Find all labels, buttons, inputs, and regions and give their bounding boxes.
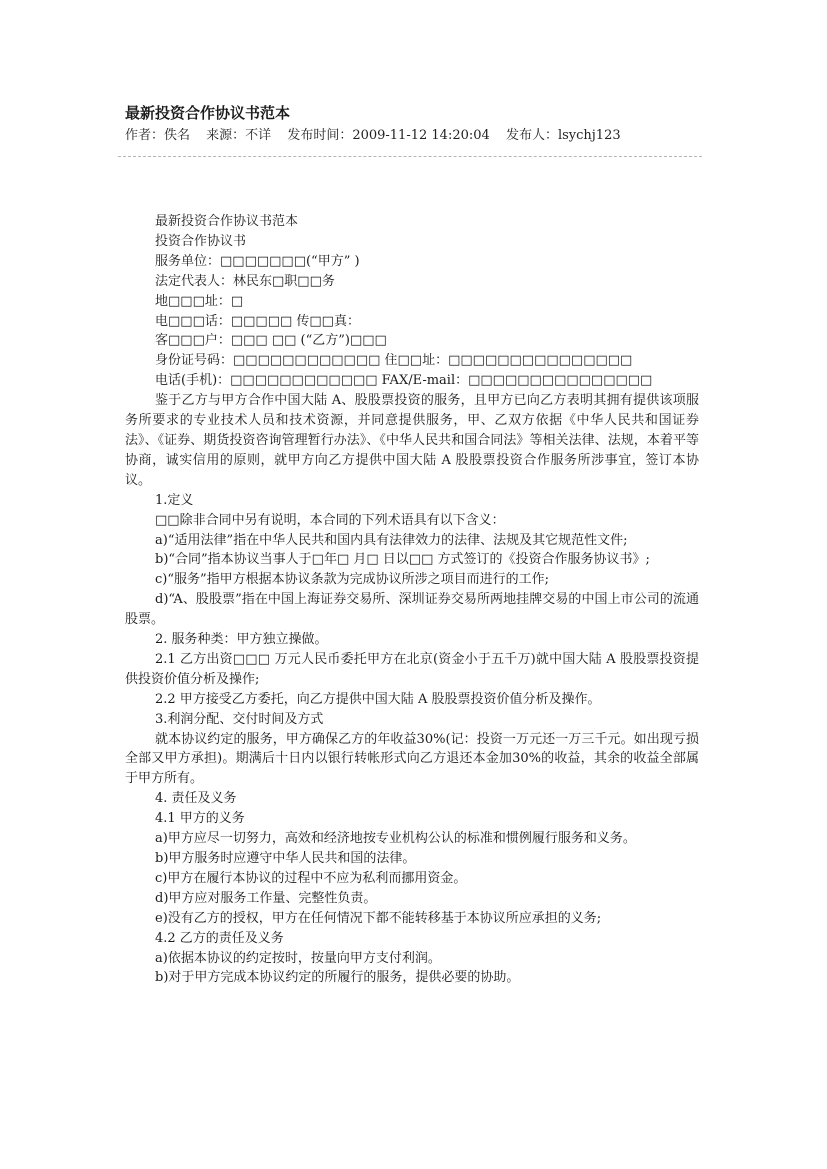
- body-line: b)甲方服务时应遵守中华人民共和国的法律。: [155, 851, 416, 866]
- body-line: 客□□□户：□□□ □□ (“乙方”)□□□: [155, 333, 387, 349]
- body-line: 地□□□址：□: [155, 293, 244, 309]
- article-header: [125, 103, 705, 145]
- publish-time-field: 发布时间：2009-11-12 14:20:04: [287, 128, 490, 143]
- source-field: 来源：不详: [206, 128, 272, 143]
- body-paragraph: 就本协议约定的服务，甲方确保乙方的年收益30%(记：投资一万元还一万三千元。如出现亏损全部又甲方承担)。期满后十日内以银行转帐形式向乙方退还本金加30%的收益，其余的收益全部属于甲方所有。: [125, 731, 699, 787]
- body-line: 服务单位：□□□□□□□(“甲方” ): [155, 253, 360, 269]
- body-line: d)甲方应对服务工作量、完整性负责。: [155, 890, 377, 906]
- body-line: b)“合同”指本协议当事人于□年□ 月□ 日以□□ 方式签订的《投资合作服务协议书》;: [155, 552, 650, 568]
- body-line: c)甲方在履行本协议的过程中不应为私利而挪用资金。: [155, 870, 467, 886]
- body-line: c)“服务”指甲方根据本协议条款为完成协议所涉之项目而进行的工作;: [155, 572, 550, 588]
- header-divider: [118, 156, 702, 157]
- body-line: 法定代表人：林民东□职□□务: [155, 273, 335, 289]
- section-heading: 4. 责任及义务: [155, 791, 237, 807]
- author-field: 作者：佚名: [125, 128, 191, 143]
- body-line: 电话(手机)：□□□□□□□□□□□□ FAX/E-mail：□□□□□□□□□□□□□□□: [155, 373, 653, 389]
- subsection-heading: 4.1 甲方的义务: [155, 811, 245, 827]
- body-line: b)对于甲方完成本协议约定的所履行的服务，提供必要的协助。: [155, 970, 520, 986]
- body-paragraph: 2.1 乙方出资□□□ 万元人民币委托甲方在北京(资金小于五千万)就中国大陆 A 股股票投资提供投资价值分析及操作;: [125, 651, 699, 687]
- body-line: a)“适用法律”指在中华人民共和国内具有法律效力的法律、法规及其它规范性文件;: [155, 532, 628, 548]
- article-meta: [125, 127, 705, 145]
- body-paragraph: d)“A、股股票”指在中国上海证券交易所、深圳证券交易所两地挂牌交易的中国上市公司的流通股票。: [125, 592, 699, 628]
- body-paragraph: 鉴于乙方与甲方合作中国大陆 A、股股票投资的服务，且甲方已向乙方表明其拥有提供该项服务所要求的专业技术人员和技术资源，并同意提供服务，甲、乙双方依据《中华人民共和国证券法》、《证券、期货投资咨询管理暂行办法》、《中华人民共和国合同法》等相关法律、法规，本着平等协商，诚实信用的原则，就甲方向乙方提供中国大陆 A 股股票投资合作服务所涉事宜，签订本协议。: [125, 393, 699, 488]
- body-line: 投资合作协议书: [155, 233, 247, 249]
- publisher-field: 发布人：lsychj123: [505, 128, 621, 143]
- page-title: 最新投资合作协议书范本: [125, 104, 291, 122]
- document-body: [125, 212, 699, 988]
- body-line: □□除非合同中另有说明，本合同的下列术语具有以下含义：: [155, 512, 505, 528]
- section-heading: 2. 服务种类：甲方独立操做。: [155, 632, 328, 648]
- body-line: 电□□□话：□□□□□ 传□□真：: [155, 313, 360, 329]
- body-line: 2.2 甲方接受乙方委托，向乙方提供中国大陆 A 股股票投资价值分析及操作。: [155, 691, 601, 707]
- body-line: a)依据本协议的约定按时，按量向甲方支付利润。: [155, 950, 441, 966]
- subsection-heading: 4.2 乙方的责任及义务: [155, 930, 284, 946]
- body-line: 身份证号码：□□□□□□□□□□□□ 住□□址：□□□□□□□□□□□□□□□: [155, 353, 633, 369]
- section-heading: 3.利润分配、交付时间及方式: [155, 711, 324, 727]
- body-line: a)甲方应尽一切努力，高效和经济地按专业机构公认的标准和惯例履行服务和义务。: [155, 831, 636, 847]
- section-heading: 1.定义: [155, 492, 194, 508]
- body-line: 最新投资合作协议书范本: [155, 214, 299, 229]
- body-line: e)没有乙方的授权，甲方在任何情况下都不能转移基于本协议所应承担的义务;: [155, 910, 602, 926]
